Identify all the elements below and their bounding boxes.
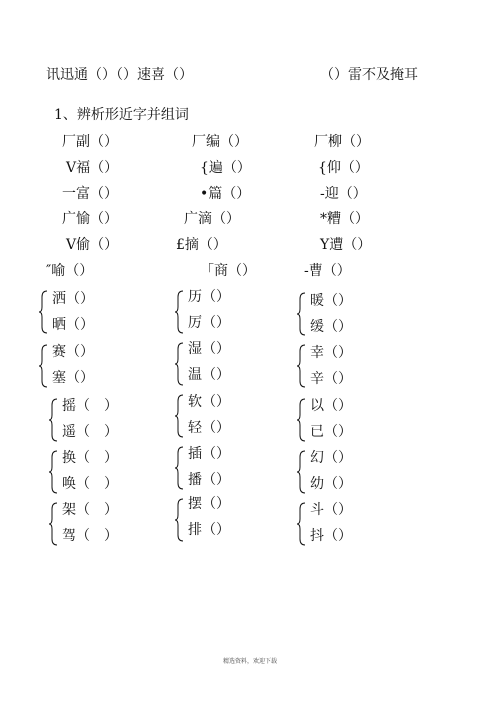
word-item: 排（） <box>188 522 230 538</box>
word-item: ″喻（） <box>46 263 94 279</box>
word-item: 湿（） <box>188 341 230 357</box>
section-title: 1、辨析形近字并组词 <box>54 107 189 123</box>
brace-icon <box>48 398 58 442</box>
brace-icon <box>48 502 58 546</box>
word-item: 暖（） <box>310 293 352 309</box>
word-item: £摘（） <box>176 237 227 253</box>
word-item: V偷（） <box>66 237 119 253</box>
word-item: 晒（） <box>52 317 94 333</box>
idiom-fill-left: 讯迅通（）（）速喜（） <box>46 67 193 83</box>
word-item: 广愉（） <box>62 211 118 227</box>
word-item: 插（） <box>188 446 230 462</box>
brace-icon <box>48 450 58 494</box>
brace-icon <box>296 450 306 494</box>
page-footer: 精选资料，欢迎下载 <box>222 658 277 665</box>
word-item: 软（） <box>188 394 230 410</box>
word-item: 幻（） <box>310 450 352 466</box>
word-item: 已（） <box>310 424 352 440</box>
word-item: 历（） <box>188 289 230 305</box>
brace-icon <box>174 290 184 334</box>
word-item: 一富（） <box>62 186 118 202</box>
word-item: 抖（） <box>310 528 352 544</box>
word-item: 厉（） <box>188 315 230 331</box>
word-item: 洒（） <box>52 291 94 307</box>
word-item: V福（） <box>66 160 119 176</box>
word-item: *糟（） <box>320 211 369 227</box>
brace-icon <box>38 344 48 388</box>
word-item: 唤（ ） <box>62 476 118 492</box>
word-item: 广滴（） <box>184 211 240 227</box>
word-item: 幸（） <box>310 345 352 361</box>
word-item: 「商（） <box>200 263 256 279</box>
brace-icon <box>296 502 306 546</box>
brace-icon <box>174 446 184 490</box>
word-item: •篇（） <box>200 186 251 202</box>
word-item: 幼（） <box>310 476 352 492</box>
brace-icon <box>38 290 48 334</box>
word-item: 架（ ） <box>62 502 118 518</box>
idiom-fill-right: （）雷不及掩耳 <box>320 67 418 83</box>
word-item: 摇（ ） <box>62 398 118 414</box>
word-item: Y遭（） <box>320 237 372 253</box>
brace-icon <box>296 292 306 336</box>
word-item: 摆（） <box>188 496 230 512</box>
word-item: 播（） <box>188 472 230 488</box>
brace-icon <box>174 342 184 386</box>
idiom-line <box>0 66 500 86</box>
word-item: 厂编（） <box>192 134 248 150</box>
word-item: -迎（） <box>320 186 367 202</box>
word-item: 换（ ） <box>62 450 118 466</box>
word-item: {仰（） <box>318 160 369 176</box>
word-item: 驾（ ） <box>62 528 118 544</box>
word-item: 以（） <box>310 398 352 414</box>
brace-icon <box>174 394 184 438</box>
word-item: -曹（） <box>304 263 351 279</box>
word-item: 厂柳（） <box>314 134 370 150</box>
brace-icon <box>296 344 306 388</box>
word-item: 温（） <box>188 367 230 383</box>
word-item: 轻（） <box>188 420 230 436</box>
word-item: {遍（） <box>200 160 251 176</box>
word-item: 遥（ ） <box>62 424 118 440</box>
word-item: 赛（） <box>52 344 94 360</box>
word-item: 斗（） <box>310 502 352 518</box>
word-item: 缓（） <box>310 319 352 335</box>
word-item: 厂副（） <box>62 134 118 150</box>
word-item: 塞（） <box>52 370 94 386</box>
brace-icon <box>174 498 184 542</box>
word-item: 辛（） <box>310 371 352 387</box>
brace-icon <box>296 398 306 442</box>
